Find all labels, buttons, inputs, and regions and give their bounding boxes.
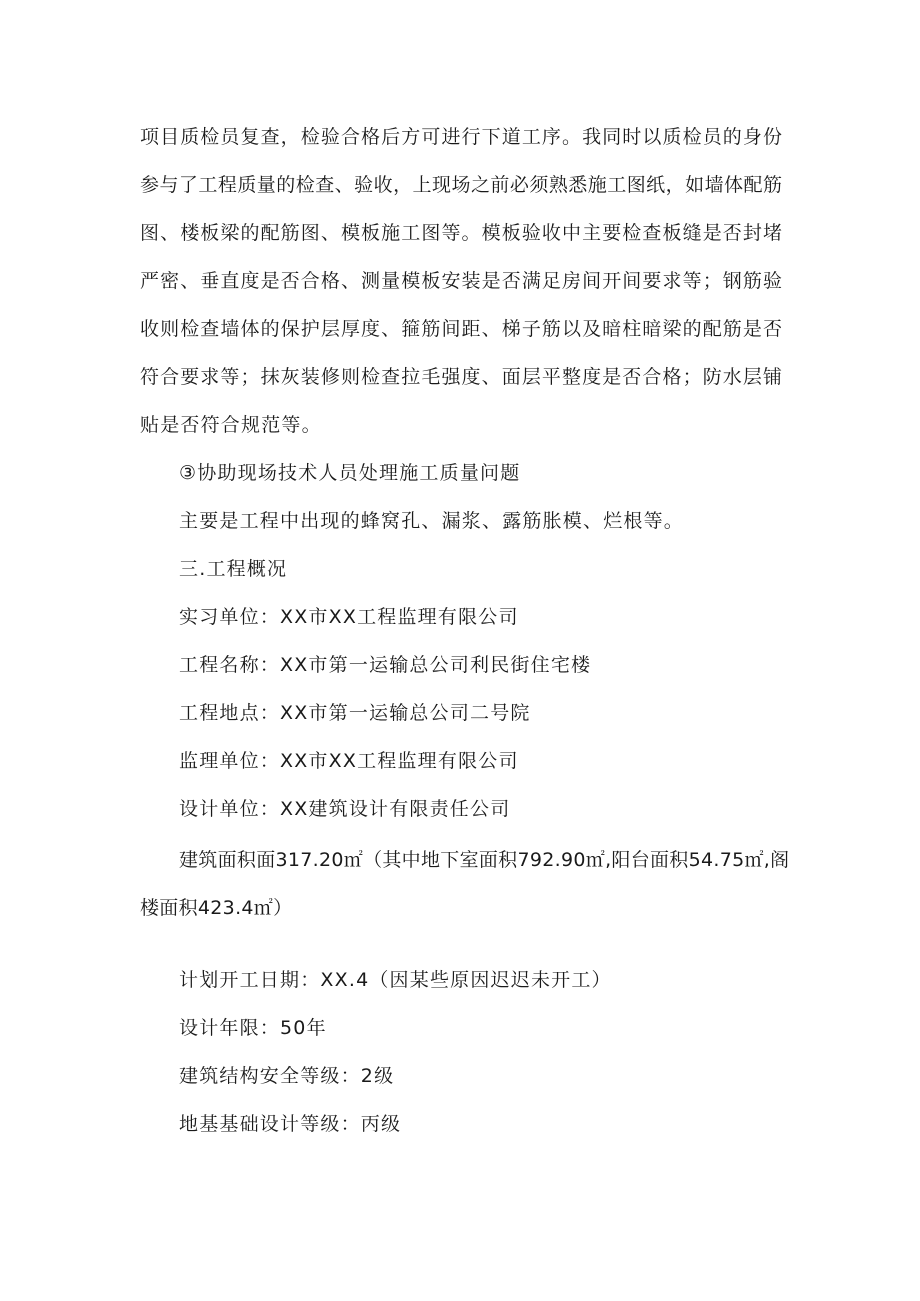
body-text-line: 贴是否符合规范等。 xyxy=(140,414,322,436)
internship-unit: 实习单位：XX市XX工程监理有限公司 xyxy=(179,606,519,628)
body-text-line: 参与了工程质量的检查、验收，上现场之前必须熟悉施工图纸，如墙体配筋 xyxy=(140,174,782,196)
design-unit: 设计单位：XX建筑设计有限责任公司 xyxy=(179,798,511,820)
building-area-line-continued: 楼面积423.4㎡） xyxy=(140,897,293,919)
body-text-line: 符合要求等；抹灰装修则检查拉毛强度、面层平整度是否合格；防水层铺 xyxy=(140,366,782,388)
planned-start-date: 计划开工日期：XX.4（因某些原因迟迟未开工） xyxy=(179,969,612,991)
body-text-line: 图、楼板梁的配筋图、模板施工图等。模板验收中主要检查板缝是否封堵 xyxy=(140,222,782,244)
body-text-line: 收则检查墙体的保护层厚度、箍筋间距、梯子筋以及暗柱暗梁的配筋是否 xyxy=(140,318,782,340)
project-name: 工程名称：XX市第一运输总公司利民街住宅楼 xyxy=(179,654,592,676)
design-life: 设计年限：50年 xyxy=(179,1017,327,1039)
supervision-unit: 监理单位：XX市XX工程监理有限公司 xyxy=(179,750,519,772)
building-area-line: 建筑面积面317.20㎡（其中地下室面积792.90㎡,阳台面积54.75㎡,阁 xyxy=(179,849,790,871)
project-location: 工程地点：XX市第一运输总公司二号院 xyxy=(179,702,531,724)
item-text: 主要是工程中出现的蜂窝孔、漏浆、露筋胀模、烂根等。 xyxy=(179,510,685,532)
body-text-line: 项目质检员复查，检验合格后方可进行下道工序。我同时以质检员的身份 xyxy=(140,126,782,148)
section-heading: 三.工程概况 xyxy=(179,558,288,580)
body-text-line: 严密、垂直度是否合格、测量模板安装是否满足房间开间要求等；钢筋验 xyxy=(140,270,782,292)
foundation-design-grade: 地基基础设计等级：丙级 xyxy=(179,1113,402,1135)
item-heading: ③协助现场技术人员处理施工质量问题 xyxy=(179,462,521,484)
structural-safety-grade: 建筑结构安全等级：2级 xyxy=(179,1065,395,1087)
